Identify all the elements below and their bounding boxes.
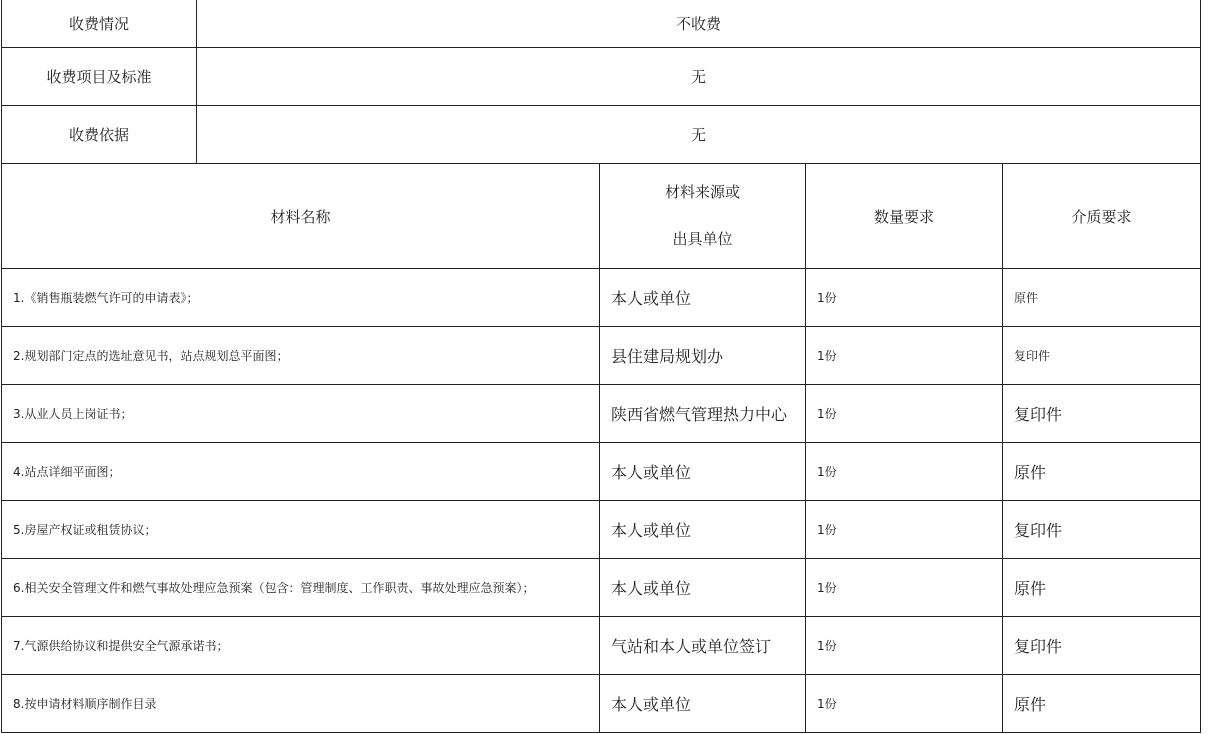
material-name: 2.规划部门定点的选址意见书，站点规划总平面图；	[13, 349, 289, 363]
fee-items-label: 收费项目及标准	[46, 68, 152, 86]
material-name: 3.从业人员上岗证书；	[13, 407, 133, 421]
material-name: 1.《销售瓶装燃气许可的申请表》；	[13, 291, 199, 305]
material-source: 县住建局规划办	[611, 347, 724, 366]
material-medium: 原件	[1014, 695, 1047, 714]
material-quantity: 1份	[817, 465, 837, 479]
header-material-name: 材料名称	[270, 207, 331, 226]
header-source-line1: 材料来源或	[664, 183, 740, 201]
header-source-line2: 出具单位	[672, 230, 733, 248]
material-source: 本人或单位	[611, 521, 692, 540]
material-source: 本人或单位	[611, 463, 692, 482]
material-quantity: 1份	[817, 407, 837, 421]
fee-status-label: 收费情况	[68, 15, 129, 33]
material-name: 7.气源供给协议和提供安全气源承诺书；	[13, 639, 229, 653]
material-source: 本人或单位	[611, 695, 692, 714]
fee-status-value: 不收费	[675, 15, 721, 33]
header-material-source	[600, 164, 805, 268]
material-name: 6.相关安全管理文件和燃气事故处理应急预案（包含：管理制度、工作职责、事故处理应急预案）；	[13, 581, 535, 595]
material-medium: 复印件	[1014, 521, 1063, 540]
material-quantity: 1份	[817, 291, 837, 305]
material-medium: 复印件	[1014, 405, 1063, 424]
fee-basis-label: 收费依据	[68, 126, 129, 144]
material-source: 气站和本人或单位签订	[611, 637, 772, 656]
material-source: 本人或单位	[611, 289, 692, 308]
material-medium: 原件	[1014, 463, 1047, 482]
material-medium: 复印件	[1014, 349, 1051, 363]
material-name: 4.站点详细平面图；	[13, 465, 121, 479]
material-medium: 原件	[1014, 291, 1039, 305]
material-source: 本人或单位	[611, 579, 692, 598]
material-source: 陕西省燃气管理热力中心	[611, 405, 788, 424]
header-medium: 介质要求	[1071, 207, 1132, 226]
material-name: 8.按申请材料顺序制作目录	[13, 697, 157, 711]
material-quantity: 1份	[817, 349, 837, 363]
material-quantity: 1份	[817, 581, 837, 595]
material-medium: 原件	[1014, 579, 1047, 598]
material-name: 5.房屋产权证或租赁协议；	[13, 523, 157, 537]
material-quantity: 1份	[817, 523, 837, 537]
material-quantity: 1份	[817, 639, 837, 653]
fee-basis-value: 无	[690, 126, 706, 144]
header-quantity: 数量要求	[873, 207, 934, 226]
fee-items-value: 无	[690, 68, 706, 86]
material-medium: 复印件	[1014, 637, 1063, 656]
material-quantity: 1份	[817, 697, 837, 711]
